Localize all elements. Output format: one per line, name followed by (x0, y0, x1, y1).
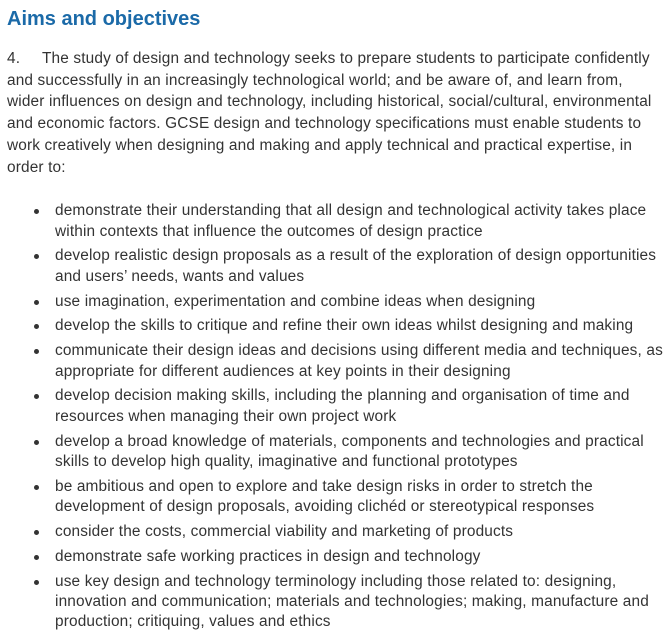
bullet-item: use imagination, experimentation and combine ideas when designing (55, 292, 664, 312)
bullet-item: use key design and technology terminology including those related to: designing, innovation and communication; materials and technologies; making, manufacture and production; critiquing, values and ethics (55, 572, 664, 633)
paragraph-number: 4. (7, 50, 21, 67)
bullet-item: demonstrate safe working practices in design and technology (55, 547, 664, 567)
paragraph-text: The study of design and technology seeks to prepare students to participate confidently and successfully in an increasingly technological world; and be aware of, and learn from, wider influences on design and technology, including historical, social/cultural, environmental and economic factors. GCSE design and technology specifications must enable students to work creatively when designing and making and apply technical and practical expertise, in order to: (7, 50, 652, 176)
bullet-item: develop the skills to critique and refine their own ideas whilst designing and making (55, 316, 664, 336)
bullet-item: develop decision making skills, including the planning and organisation of time and resources when managing their own project work (55, 386, 664, 427)
aims-bullet-list (7, 201, 664, 633)
intro-paragraph (7, 48, 664, 178)
bullet-item: develop realistic design proposals as a result of the exploration of design opportunities and users’ needs, wants and values (55, 246, 664, 287)
bullet-item: communicate their design ideas and decisions using different media and techniques, as appropriate for different audiences at key points in their designing (55, 341, 664, 382)
bullet-item: consider the costs, commercial viability and marketing of products (55, 522, 664, 542)
bullet-item: develop a broad knowledge of materials, components and technologies and practical skills to develop high quality, imaginative and functional prototypes (55, 432, 664, 473)
bullet-item: be ambitious and open to explore and take design risks in order to stretch the development of design proposals, avoiding clichéd or stereotypical responses (55, 477, 664, 518)
bullet-item: demonstrate their understanding that all design and technological activity takes place within contexts that influence the outcomes of design practice (55, 201, 664, 242)
page-title: Aims and objectives (7, 8, 201, 30)
